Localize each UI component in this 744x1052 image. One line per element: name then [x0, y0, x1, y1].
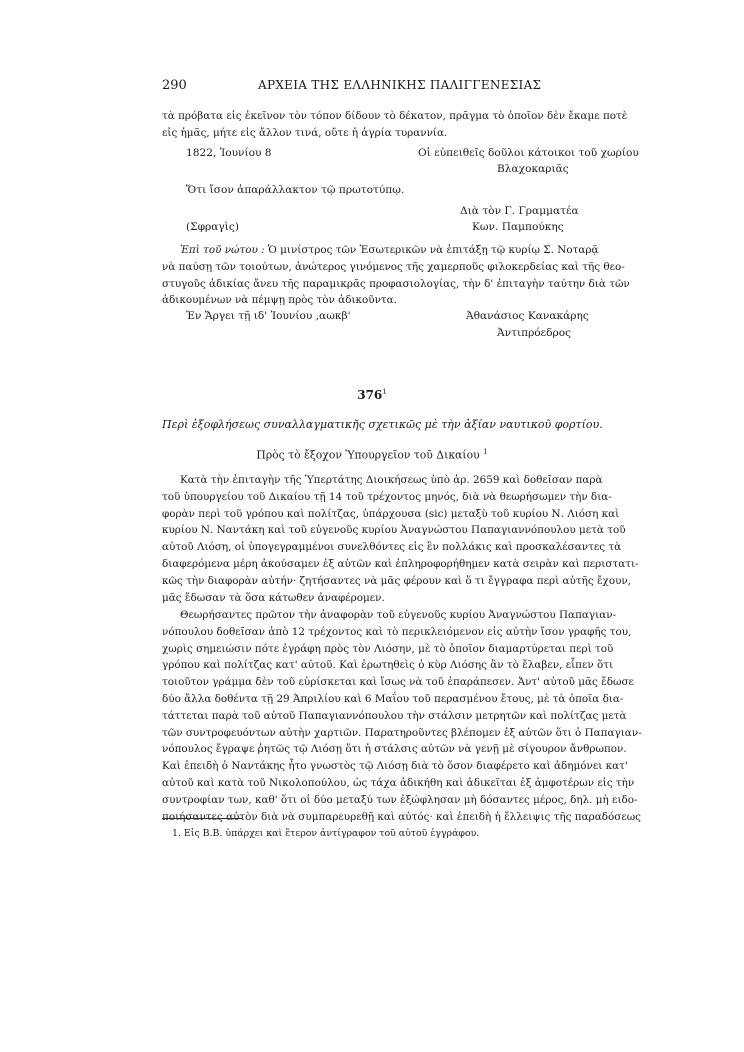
copy-note: Ὅτι ἴσον ἀπαράλλακτον τῷ πρωτοτύπῳ. — [186, 184, 405, 196]
document-number-value: 376 — [357, 388, 383, 402]
signers-line-2: Βλαχοκαριᾶς — [497, 163, 569, 175]
text-line: Κατὰ τὴν ἐπιταγὴν τῆς Ὑπερτάτης Διοικήσεως ὑπὸ ἀρ. 2659 καὶ δοθεῖσαν παρὰ — [180, 474, 603, 486]
text-line: φορὰν περὶ τοῦ γρόπου καὶ πολίτζας, ὑπάρχουσα (sic) μεταξὺ τοῦ κυρίου Ν. Λιόση καὶ — [162, 507, 620, 520]
text-line: Θεωρήσαντες πρῶτον τὴν ἀναφορὰν τοῦ εὐγενοῦς κυρίου Ἀναγνώστου Παπαγιαν- — [180, 609, 617, 621]
text-line: αὐτοῦ Λιόση, οἱ ὑπογεγραμμένοι συνελθόντες εἰς ἓν πολλάκις καὶ προσκαλέσαντες τὰ — [162, 541, 622, 554]
addressee-text: Πρὸς τὸ ἔξοχον Ὑπουργεῖον τοῦ Δικαίου — [256, 448, 480, 462]
page-number: 290 — [162, 78, 187, 93]
text-line: αὐτοῦ καὶ κατὰ τοῦ Νικολοπούλου, ὡς τάχα ἀδικήθη καὶ ἀδικεῖται ἐξ ἀμφοτέρων εἰς τὴν — [162, 776, 635, 789]
text-line: νόπουλου δοθεῖσαν ἀπὸ 12 τρέχοντος καὶ τὸ περικλειόμενον εἰς αὐτὴν ἴσον γραφῆς του, — [162, 625, 632, 638]
text-line: ποιήσαντες αὐτὸν διὰ νὰ συμπαρευρεθῇ καὶ αὐτός· καὶ ἐπειδὴ ἡ ἔλλειψις τῆς παραδόσεως — [162, 810, 642, 823]
text-line: Καὶ ἐπειδὴ ὁ Ναντάκης ἦτο γνωστὸς τῷ Λιόσῃ διὰ τὸ ὅσον διαφέρετο καὶ ἀδημόνει κατ' — [162, 760, 628, 773]
text-line: στυγοῦς ἀδικίας ἄνευ τῆς παραμικρᾶς προφασιολογίας, τὴν δ' ἐπιταγὴν ταύτην διὰ τῶν — [162, 277, 630, 290]
secretary-line-1: Διὰ τὸν Γ. Γραμματέα — [460, 205, 579, 217]
addressee-note: 1 — [483, 448, 488, 456]
text-line: τάττεται παρὰ τοῦ αὐτοῦ Παπαγιαννόπουλου τὴν στάλσιν μετρητῶν καὶ πολίτζας μετὰ — [162, 709, 627, 722]
vice-president-title: Ἀντιπρόεδρος — [497, 327, 572, 339]
text-line: νὰ παύσῃ τῶν τοιούτων, ἀνώτερος γινόμενος τῆς χαμερποῦς φιλοκερδείας καὶ τῆς θεο- — [162, 260, 625, 273]
text-line: εἰς ἡμᾶς, μήτε εἰς ἄλλον τινά, οὔτε ἡ ἀγρία τυραννία. — [162, 126, 448, 139]
footnote: 1. Εἰς Β.Β. ὑπάρχει καὶ ἕτερον ἀντίγραφον τοῦ αὐτοῦ ἐγγράφου. — [172, 828, 480, 839]
text-line: συντροφίαν των, καθ' ὅτι οἱ δύο μεταξύ των ἐξώφλησαν μὴ δόσαντες μέρος, δηλ. μὴ ειδο- — [162, 793, 638, 806]
text-line: κυρίου Ν. Ναντάκη καὶ τοῦ εὐγενοῦς κυρίου Ἀναγνώστου Παπαγιαννόπουλου μετὰ τοῦ — [162, 524, 626, 537]
document-number — [0, 388, 744, 402]
vice-president-name: Ἀθανάσιος Κανακάρης — [466, 310, 589, 322]
text-line: κῶς τὴν διαφορὰν αὐτήν· ζητήσαντες νὰ μᾶς φέρουν καὶ ὅ τι ἔγγραφα περὶ αὐτῆς ἔχουν, — [162, 574, 632, 587]
text-line: τῶν συντροφευόντων αὐτὴν χαρτιῶν. Παρατηροῦντες βλέπομεν ἐξ αὐτῶν ὅτι ὁ Παπαγιαν- — [162, 726, 642, 739]
seal-note: (Σφραγὶς) — [186, 221, 239, 233]
text-line: τοῦ ὑπουργείου τοῦ Δικαίου τῇ 14 τοῦ τρέχοντος μηνός, διὰ νὰ θεωρήσωμεν τὴν δια- — [162, 490, 612, 503]
text-line: μᾶς ἔδωσαν τὰ ὅσα κάτωθεν ἀναφέρομεν. — [162, 591, 385, 604]
text-line: χωρὶς σημειώσιν πότε ἐγράφη πρὸς τὸν Λιόσην, μὲ τὸ ὁποῖον διαμαρτύρεται περὶ τοῦ — [162, 642, 614, 655]
text-line: Ὁ μινίστρος τῶν Ἐσωτερικῶν νὰ ἐπιτάξῃ τῷ κυρίῳ Σ. Νοταρᾷ — [267, 244, 599, 256]
signers-line-1: Οἱ εὐπειθεῖς δοῦλοι κάτοικοι τοῦ χωρίου — [418, 147, 639, 159]
text-line: τοιοῦτον γράμμα δὲν τοῦ εὑρίσκεται καὶ ἴσως νὰ τοῦ ἐπαράπεσεν. Ἀντ' αὐτοῦ μᾶς ἔδωσε — [162, 676, 634, 689]
verso-place-date: Ἐν Ἄργει τῇ ιδ' Ἰουνίου ,αωκβ' — [186, 310, 351, 322]
document-number-note: 1 — [382, 388, 387, 396]
signature-date: 1822, Ἰουνίου 8 — [186, 147, 272, 159]
text-line: δύο ἄλλα δοθέντα τῇ 29 Ἀπριλίου καὶ 6 Μαΐου τοῦ περασμένου ἔτους, μὲ τὰ ὁποῖα δια- — [162, 692, 624, 705]
addressee — [0, 448, 744, 462]
text-line: νόπουλος ἔγραψε ῥητῶς τῷ Λιόσῃ ὅτι ἡ στάλσις αὐτῶν νὰ γενῇ μὲ σίγουρον ἄνθρωπον. — [162, 743, 627, 756]
text-line: τὰ πρόβατα εἰς ἐκεῖνον τὸν τόπον δίδουν τὸ δέκατον, πρᾶγμα τὸ ὁποῖον δὲν ἔκαμε ποτὲ — [162, 110, 628, 122]
text-line: ἀδικουμένων νὰ πέμψῃ πρὸς τὸν ἀδικοῦντα. — [162, 294, 397, 307]
secretary-line-2: Κων. Παμπούκης — [472, 221, 564, 233]
verso-text — [162, 242, 630, 309]
verso-label: Ἐπὶ τοῦ νώτου : — [180, 244, 265, 256]
text-line: διαφερόμενα μέρη ἀκούσαμεν ἐξ αὐτῶν καὶ ἐπληροφορήθημεν κατὰ σειρὰν καὶ περιστατι- — [162, 557, 639, 570]
running-title: ΑΡΧΕΙΑ ΤΗΣ ΕΛΛΗΝΙΚΗΣ ΠΑΛΙΓΓΕΝΕΣΙΑΣ — [258, 78, 542, 92]
footnote-rule — [162, 818, 242, 819]
text-line: γρόπου καὶ πολίτζας κατ' αὐτοῦ. Καὶ ἐρωτηθεὶς ὁ κὺρ Λιόσης ἂν τὸ ἔλαβεν, εἶπεν ὅτι — [162, 659, 614, 672]
document-subtitle: Περὶ ἐξοφλήσεως συναλλαγματικῆς σχετικῶς μὲ τὴν ἀξίαν ναυτικοῦ φορτίου. — [162, 418, 603, 431]
top-text — [162, 108, 628, 142]
body-paragraph-1 — [162, 472, 639, 606]
body-paragraph-2 — [162, 607, 642, 825]
